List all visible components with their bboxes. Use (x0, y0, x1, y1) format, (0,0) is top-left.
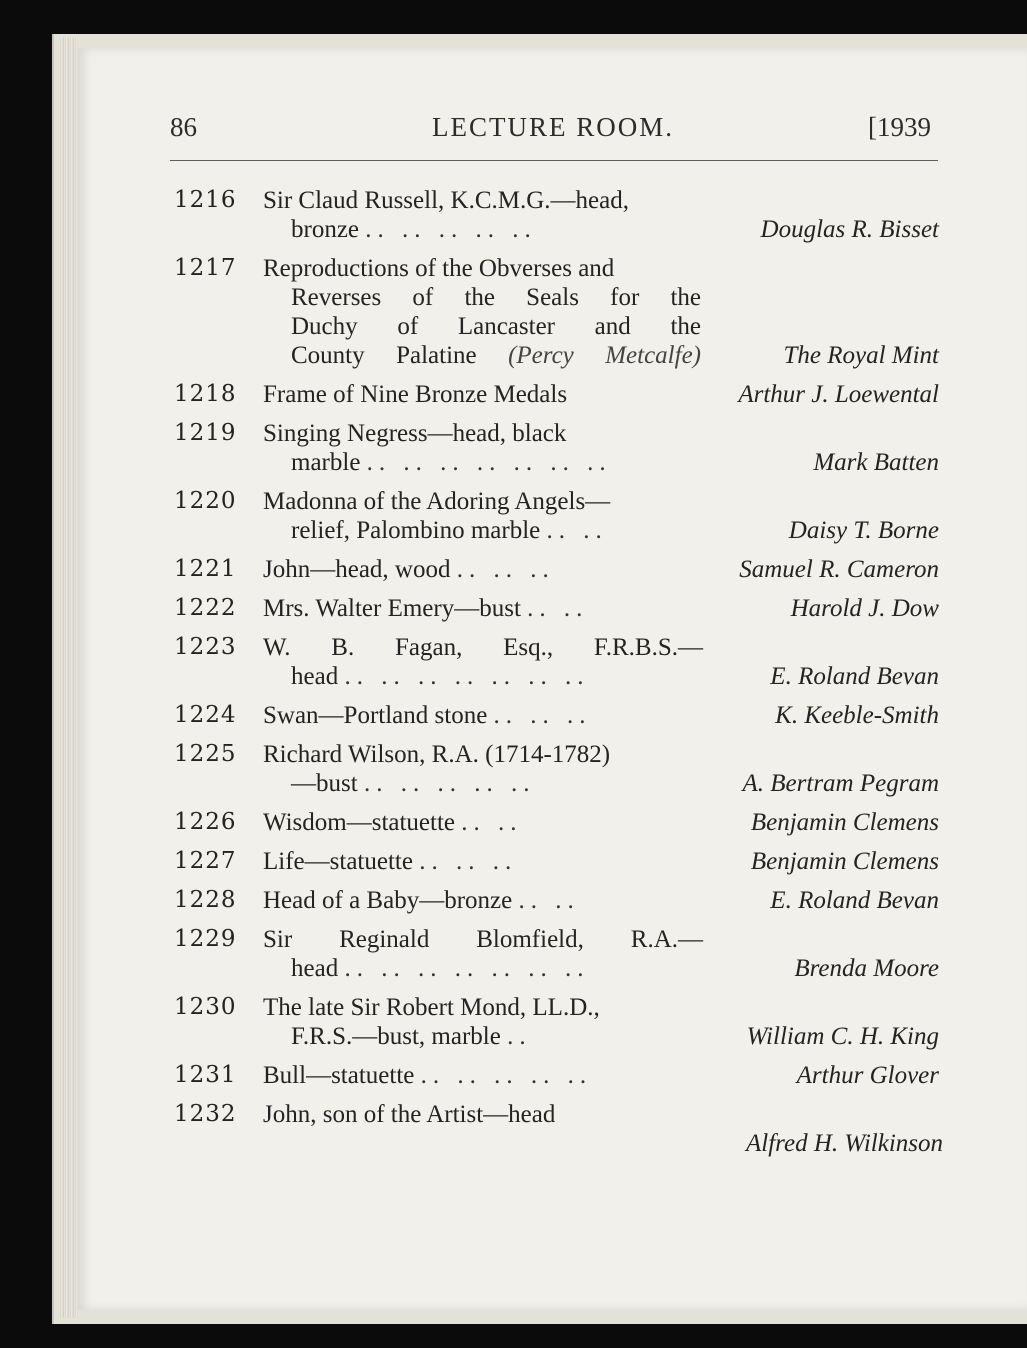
catalogue-entry (0, 487, 1027, 545)
artist-name: Samuel R. Cameron (739, 556, 939, 583)
entry-number: 1230 (174, 994, 237, 1020)
description-line: head .. .. .. .. .. .. .. (291, 663, 590, 690)
dot-leader: .. .. (546, 517, 608, 544)
entry-description (263, 594, 703, 623)
description-line: Reproductions of the Obverses and (263, 255, 615, 282)
catalogue-entry (0, 594, 1027, 623)
entry-description (263, 1061, 703, 1090)
description-line: Singing Negress—head, black (263, 420, 567, 447)
dot-leader: .. .. .. .. .. .. .. (344, 955, 590, 982)
description-line: Wisdom—statuette .. .. (263, 809, 523, 836)
entry-number: 1223 (174, 634, 237, 660)
entry-description (263, 847, 703, 876)
entry-description (263, 555, 703, 584)
catalogue-entry (0, 633, 1027, 691)
artist-name: E. Roland Bevan (770, 887, 939, 914)
dot-leader: .. .. .. .. .. (365, 216, 537, 243)
entry-description (263, 925, 703, 983)
description-line: Life—statuette .. .. .. (263, 848, 518, 875)
catalogue-entry (0, 701, 1027, 730)
dot-leader: .. .. .. .. .. (363, 770, 536, 797)
artist-name: K. Keeble-Smith (775, 702, 939, 729)
dot-leader: .. .. .. .. .. .. .. (344, 663, 590, 690)
artist-name: Brenda Moore (794, 955, 939, 982)
artist-name: Arthur J. Loewental (738, 381, 939, 408)
header-year: [1939 (868, 112, 931, 142)
catalogue-entry (0, 847, 1027, 876)
entry-description (263, 701, 703, 730)
description-line: Head of a Baby—bronze .. .. (263, 887, 580, 914)
catalogue-entry (0, 1100, 1027, 1158)
entry-number: 1217 (174, 255, 237, 281)
entry-description (263, 419, 703, 477)
entry-number: 1224 (174, 702, 237, 728)
dot-leader: .. .. .. .. .. .. .. (366, 449, 612, 476)
catalogue-entry (0, 993, 1027, 1051)
dot-leader: .. .. (527, 595, 589, 622)
catalogue-entry (0, 1061, 1027, 1090)
entry-description (263, 1100, 703, 1129)
entry-description (263, 186, 703, 244)
entry-number: 1231 (174, 1062, 237, 1088)
description-line: Duchy of Lancaster and the (291, 313, 701, 340)
catalogue-entry (0, 186, 1027, 244)
description-line: John—head, wood .. .. .. (263, 556, 555, 583)
page-title: LECTURE ROOM. (432, 112, 674, 142)
entry-number: 1232 (174, 1101, 237, 1127)
entry-number: 1220 (174, 488, 237, 514)
entry-description (263, 633, 703, 691)
catalogue-entries (0, 186, 1027, 1168)
entry-description (263, 808, 703, 837)
header-rule (170, 160, 938, 161)
description-line: —bust .. .. .. .. .. (291, 770, 536, 797)
entry-number: 1225 (174, 741, 237, 767)
description-line: Swan—Portland stone .. .. .. (263, 702, 592, 729)
artist-name: Arthur Glover (796, 1062, 939, 1089)
description-line: Bull—statuette .. .. .. .. .. (263, 1062, 593, 1089)
dot-leader: .. (507, 1023, 532, 1050)
dot-leader: .. .. .. .. .. (420, 1062, 593, 1089)
artist-name: Alfred H. Wilkinson (746, 1130, 943, 1157)
artist-name: E. Roland Bevan (770, 663, 939, 690)
description-line: W. B. Fagan, Esq., F.R.B.S.— (263, 634, 703, 661)
dot-leader: .. .. (461, 809, 523, 836)
entry-description (263, 487, 703, 545)
artist-name: A. Bertram Pegram (742, 770, 939, 797)
catalogue-entry (0, 419, 1027, 477)
description-line: relief, Palombino marble .. .. (291, 517, 608, 544)
entry-description (263, 254, 703, 370)
entry-number: 1222 (174, 595, 237, 621)
artist-name: William C. H. King (746, 1023, 939, 1050)
description-line: John, son of the Artist—head (263, 1101, 556, 1128)
entry-number: 1228 (174, 887, 237, 913)
entry-number: 1229 (174, 926, 237, 952)
dot-leader: .. .. .. (493, 702, 592, 729)
description-line: Mrs. Walter Emery—bust .. .. (263, 595, 589, 622)
page-number: 86 (170, 112, 197, 142)
catalogue-entry (0, 555, 1027, 584)
catalogue-entry (0, 380, 1027, 409)
catalogue-entry (0, 254, 1027, 370)
page-header (0, 112, 1027, 152)
dot-leader: .. .. .. (456, 556, 555, 583)
entry-description (263, 993, 703, 1051)
description-line: Frame of Nine Bronze Medals (263, 381, 568, 408)
description-line: Richard Wilson, R.A. (1714-1782) (263, 741, 611, 768)
description-line: Sir Reginald Blomfield, R.A.— (263, 926, 703, 953)
artist-name: Daisy T. Borne (788, 517, 939, 544)
catalogue-entry (0, 925, 1027, 983)
description-line: Madonna of the Adoring Angels— (263, 488, 611, 515)
entry-number: 1227 (174, 848, 237, 874)
description-line: Reverses of the Seals for the (291, 284, 701, 311)
entry-number: 1221 (174, 556, 237, 582)
description-line: Sir Claud Russell, K.C.M.G.—head, (263, 187, 629, 214)
entry-number: 1216 (174, 187, 237, 213)
description-line: bronze .. .. .. .. .. (291, 216, 537, 243)
entry-number: 1219 (174, 420, 237, 446)
sculptor-note: (Percy Metcalfe) (508, 342, 701, 369)
description-line: head .. .. .. .. .. .. .. (291, 955, 590, 982)
artist-name: Harold J. Dow (790, 595, 939, 622)
artist-name: Mark Batten (813, 449, 939, 476)
dot-leader: .. .. .. (419, 848, 518, 875)
artist-name: Douglas R. Bisset (760, 216, 939, 243)
entry-number: 1226 (174, 809, 237, 835)
catalogue-entry (0, 740, 1027, 798)
entry-description (263, 740, 703, 798)
catalogue-entry (0, 886, 1027, 915)
description-line: F.R.S.—bust, marble .. (291, 1023, 532, 1050)
description-line: The late Sir Robert Mond, LL.D., (263, 994, 600, 1021)
entry-description (263, 380, 703, 409)
artist-name: Benjamin Clemens (750, 809, 939, 836)
artist-name: The Royal Mint (783, 342, 939, 369)
entry-description (263, 886, 703, 915)
dot-leader: .. .. (518, 887, 580, 914)
description-line: County Palatine (Percy Metcalfe) (291, 342, 701, 369)
artist-name: Benjamin Clemens (750, 848, 939, 875)
catalogue-entry (0, 808, 1027, 837)
entry-number: 1218 (174, 381, 237, 407)
description-line: marble .. .. .. .. .. .. .. (291, 449, 612, 476)
